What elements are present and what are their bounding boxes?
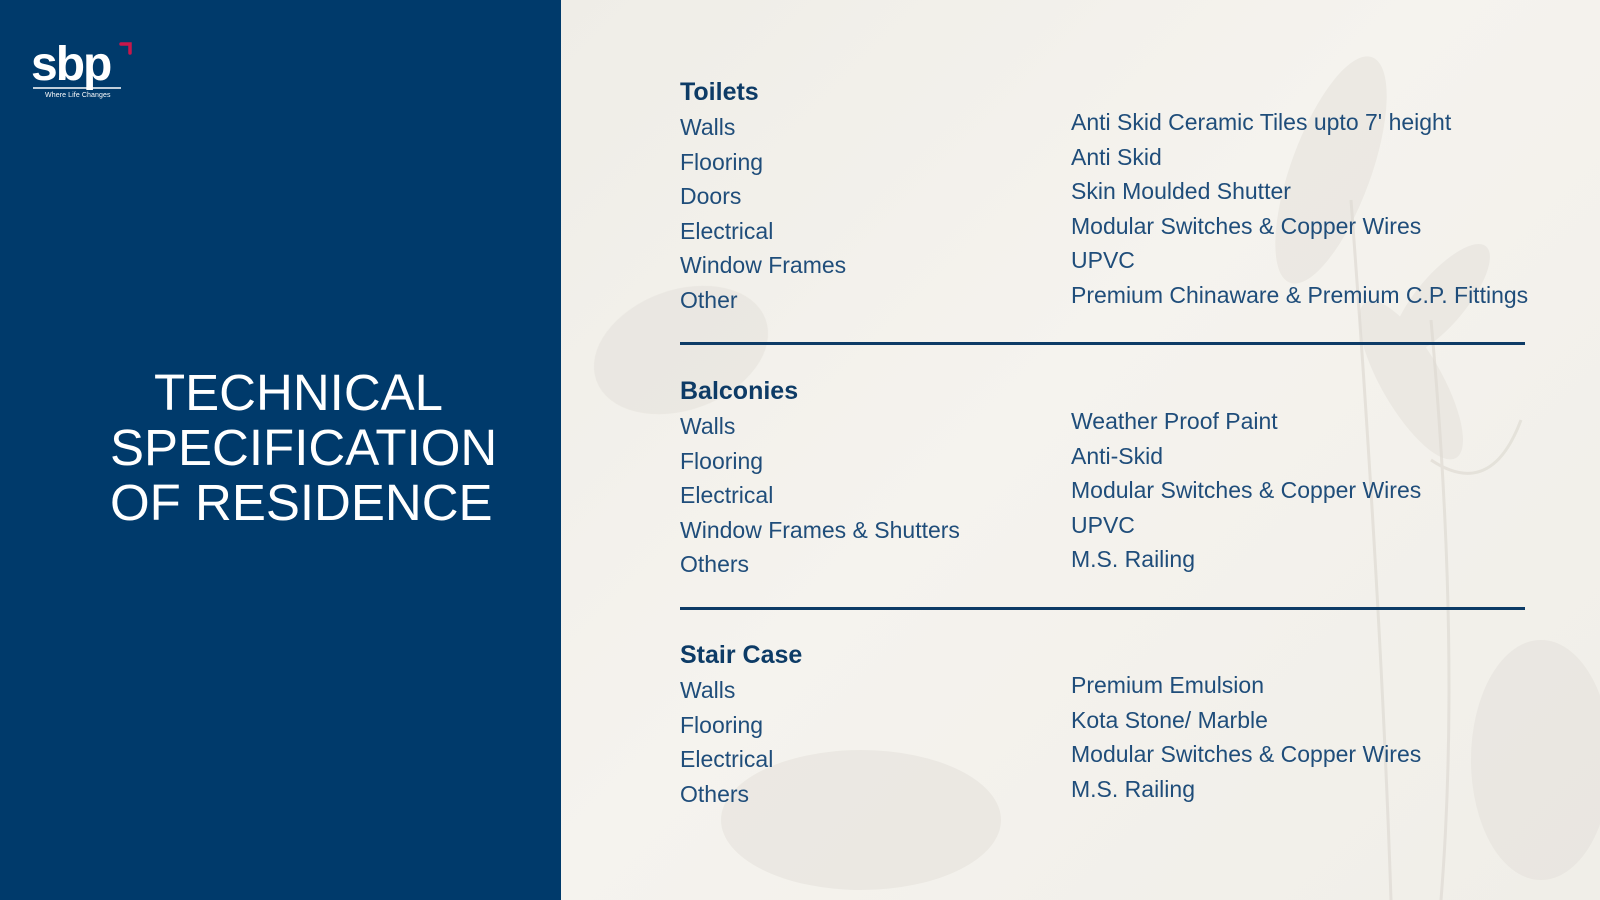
spec-label: Others	[680, 551, 750, 577]
spec-label: Doors	[680, 183, 742, 209]
section-title: Toilets	[680, 78, 759, 106]
logo-mark	[31, 36, 141, 94]
section-balconies	[680, 373, 1540, 582]
spec-value: Modular Switches & Copper Wires	[1071, 477, 1422, 503]
spec-value: Anti-Skid	[1071, 442, 1164, 469]
spec-label: Electrical	[680, 746, 774, 772]
spec-label: Flooring	[680, 447, 764, 474]
spec-row	[680, 777, 1540, 812]
spec-value: Anti Skid	[1071, 143, 1162, 170]
spec-label: Electrical	[680, 482, 774, 508]
title-line-2: SPECIFICATION	[110, 419, 498, 476]
title-line-3: OF RESIDENCE	[110, 474, 493, 531]
section-toilets	[680, 74, 1540, 317]
spec-label: Electrical	[680, 217, 774, 244]
section-divider	[680, 607, 1525, 610]
section-stair-case	[680, 637, 1540, 811]
spec-value: UPVC	[1071, 247, 1135, 273]
spec-value: M.S. Railing	[1071, 775, 1195, 802]
spec-label: Window Frames	[680, 252, 847, 278]
spec-value: UPVC	[1071, 511, 1135, 538]
section-divider	[680, 342, 1525, 345]
spec-value: Skin Moulded Shutter	[1071, 178, 1291, 204]
spec-value: Weather Proof Paint	[1071, 408, 1278, 434]
spec-value: Modular Switches & Copper Wires	[1071, 741, 1422, 767]
sbp-logo	[31, 36, 141, 106]
left-panel	[0, 0, 561, 900]
section-title: Balconies	[680, 377, 799, 405]
logo-tagline: Where Life Changes	[45, 92, 111, 99]
spec-label: Walls	[680, 677, 736, 703]
title-line-1: TECHNICAL	[154, 364, 444, 421]
spec-value: M.S. Railing	[1071, 546, 1195, 572]
spec-row	[680, 547, 1540, 582]
spec-label: Flooring	[680, 711, 764, 738]
spec-value: Premium Chinaware & Premium C.P. Fittings	[1071, 281, 1529, 308]
svg-text:sbp: sbp	[31, 38, 111, 91]
spec-label: Window Frames & Shutters	[680, 516, 960, 543]
spec-label: Walls	[680, 413, 736, 439]
spec-label: Other	[680, 286, 738, 313]
spec-value: Kota Stone/ Marble	[1071, 706, 1268, 733]
section-title: Stair Case	[680, 641, 803, 669]
spec-label: Flooring	[680, 148, 764, 175]
spec-row	[680, 283, 1540, 318]
spec-label: Walls	[680, 114, 736, 140]
page-title	[110, 365, 530, 530]
spec-value: Premium Emulsion	[1071, 672, 1264, 698]
spec-value: Modular Switches & Copper Wires	[1071, 212, 1422, 239]
spec-value: Anti Skid Ceramic Tiles upto 7' height	[1071, 109, 1452, 135]
spec-label: Others	[680, 780, 750, 807]
